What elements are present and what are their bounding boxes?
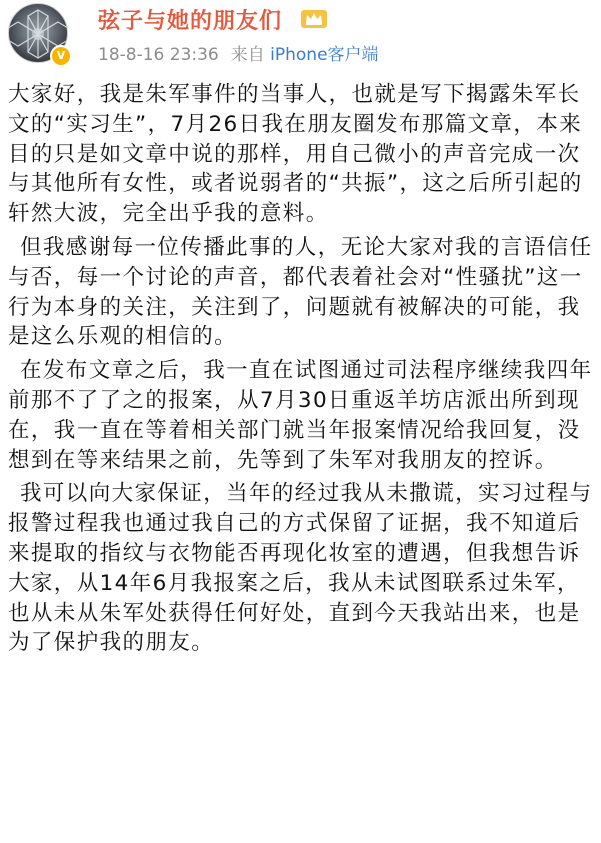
author-name[interactable]: 弦子与她的朋友们 bbox=[98, 9, 283, 34]
verified-badge-icon: V bbox=[50, 45, 72, 67]
post-header bbox=[0, 0, 601, 72]
post-meta bbox=[98, 40, 379, 65]
source-prefix: 来自 bbox=[230, 45, 265, 65]
post-body bbox=[8, 80, 596, 662]
post-paragraph: 我可以向大家保证，当年的经过我从未撒谎，实习过程与报警过程我也通过我自己的方式保留了证据，我不知道后来提取的指纹与衣物能否再现化妆室的遭遇，但我想告诉大家，从14年6月我报案之后，我从未试图联系过朱军，也从未从朱军处获得任何好处，直到今天我站出来，也是为了保护我的朋友。 bbox=[8, 481, 593, 656]
source-link[interactable]: iPhone客户端 bbox=[270, 45, 379, 65]
post-timestamp: 18-8-16 23:36 bbox=[98, 45, 219, 65]
post-paragraph: 在发布文章之后，我一直在试图通过司法程序继续我四年前那不了了之的报案，从7月30日重返羊坊店派出所到现在，我一直在等着相关部门就当年报案情况给我回复，没想到在等来结果之前，先等到了朱军对我朋友的控诉。 bbox=[8, 358, 593, 473]
post-paragraph: 大家好，我是朱军事件的当事人，也就是写下揭露朱军长文的“实习生”，7月26日我在朋友圈发布那篇文章，本来目的只是如文章中说的那样，用自己微小的声音完成一次与其他所有女性，或者说弱者的“共振”，这之后所引起的轩然大波，完全出乎我的意料。 bbox=[8, 82, 583, 227]
avatar-container[interactable] bbox=[8, 3, 68, 63]
crown-vip-icon bbox=[300, 6, 328, 30]
post-paragraph: 但我感谢每一位传播此事的人，无论大家对我的言语信任与否，每一个讨论的声音，都代表着社会对“性骚扰”这一行为本身的关注，关注到了，问题就有被解决的可能，我是这么乐观的相信的。 bbox=[8, 234, 593, 350]
